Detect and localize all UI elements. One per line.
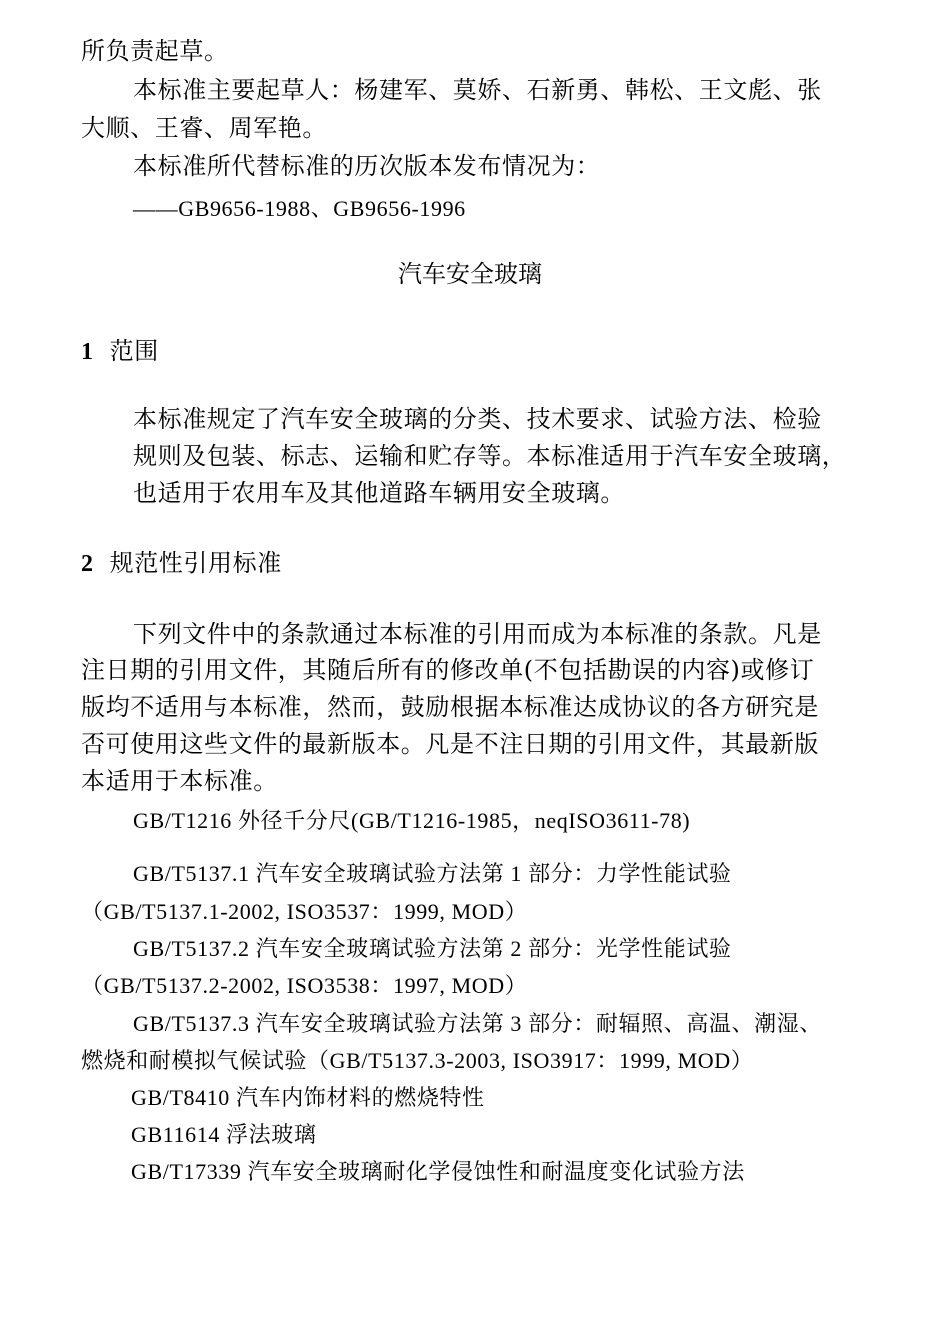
paragraph-line: 版均不适用与本标准，然而，鼓励根据本标准达成协议的各方研究是 [81,693,819,721]
reference-item: GB/T5137.3 汽车安全玻璃试验方法第 3 部分：耐辐照、高温、潮湿、 [133,1011,822,1036]
reference-item: GB/T8410 汽车内饰材料的燃烧特性 [131,1085,485,1110]
intro-line: 本标准所代替标准的历次版本发布情况为： [133,152,601,180]
reference-item: 燃烧和耐模拟气候试验（GB/T5137.3-2003, ISO3917：1999, MOD） [81,1048,754,1073]
reference-item: GB/T5137.2 汽车安全玻璃试验方法第 2 部分：光学性能试验 [133,936,732,961]
reference-item: GB/T1216 外径千分尺(GB/T1216-1985，neqISO3611-78) [133,808,691,833]
paragraph-line: 否可使用这些文件的最新版本。凡是不注日期的引用文件，其最新版 [81,730,819,758]
paragraph-line: 本适用于本标准。 [81,767,278,795]
paragraph-line: 本标准规定了汽车安全玻璃的分类、技术要求、试验方法、检验 [133,405,822,433]
paragraph-line: 注日期的引用文件，其随后所有的修改单(不包括勘误的内容)或修订 [81,656,815,684]
intro-line: ——GB9656-1988、GB9656-1996 [133,196,466,221]
section-title: 范围 [109,337,159,365]
section-heading [81,546,282,581]
section-title: 规范性引用标准 [109,549,282,577]
reference-item: GB/T5137.1 汽车安全玻璃试验方法第 1 部分：力学性能试验 [133,861,732,886]
paragraph-line: 也适用于农用车及其他道路车辆用安全玻璃。 [133,479,625,507]
section-number: 1 [81,339,94,365]
intro-line: 大顺、王睿、周军艳。 [81,114,327,142]
intro-line: 所负责起草。 [81,37,229,65]
section-heading [81,334,159,369]
document-title: 汽车安全玻璃 [398,260,542,288]
reference-item: GB11614 浮法玻璃 [131,1122,317,1147]
reference-item: GB/T17339 汽车安全玻璃耐化学侵蚀性和耐温度变化试验方法 [131,1159,745,1184]
intro-line: 本标准主要起草人：杨建军、莫娇、石新勇、韩松、王文彪、张 [133,76,822,104]
paragraph-line: 下列文件中的条款通过本标准的引用而成为本标准的条款。凡是 [133,620,822,648]
section-number: 2 [81,551,94,577]
reference-item: （GB/T5137.2-2002, ISO3538：1997, MOD） [81,973,528,998]
reference-item: （GB/T5137.1-2002, ISO3537：1999, MOD） [81,899,528,924]
paragraph-line: 规则及包装、标志、运输和贮存等。本标准适用于汽车安全玻璃， [133,442,847,470]
